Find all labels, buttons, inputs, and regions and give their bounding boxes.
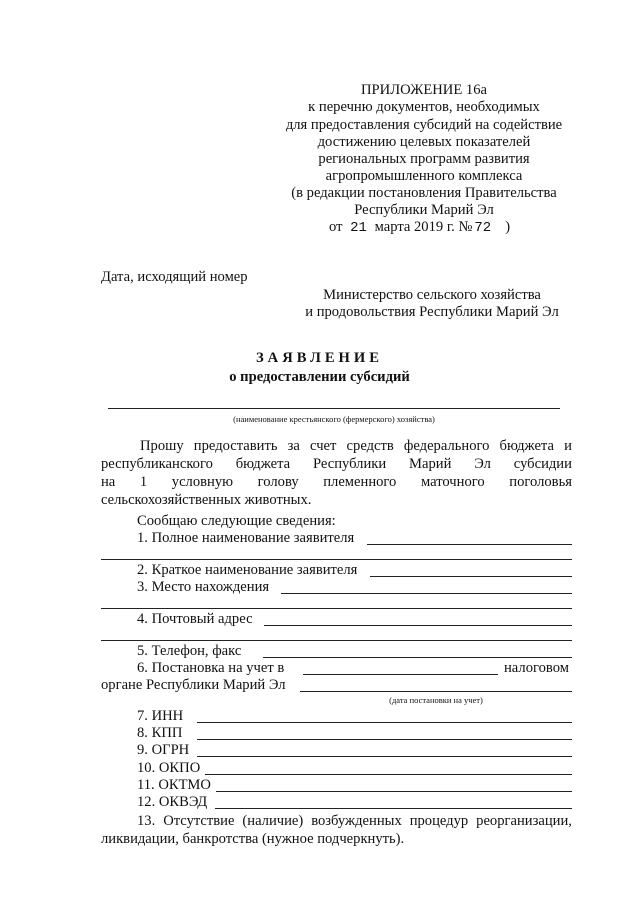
appendix-line: к перечню документов, необходимых: [308, 99, 540, 115]
word: предоставить: [193, 438, 278, 454]
field-2-label: 2. Краткое наименование заявителя: [137, 562, 358, 578]
date-number: 72: [474, 220, 492, 236]
field-7-input[interactable]: [197, 722, 572, 723]
word: республиканского: [101, 456, 213, 472]
field-3-input[interactable]: [281, 593, 572, 594]
word: племенного: [323, 474, 397, 490]
word: 1: [139, 474, 148, 490]
field-13-line-1: [137, 813, 572, 830]
field-1-input[interactable]: [367, 544, 572, 545]
appendix-line: Республики Марий Эл: [354, 202, 494, 218]
farm-name-caption: (наименование крестьянского (фермерского) хозяйства): [233, 414, 435, 424]
field-9-input[interactable]: [197, 756, 572, 757]
field-11-label: 11. ОКТМО: [137, 777, 211, 793]
document-heading: ЗАЯВЛЕНИЕ: [255, 350, 383, 366]
field-6-label-cont: органе Республики Марий Эл: [101, 677, 286, 693]
field-8-input[interactable]: [197, 739, 572, 740]
field-13-line-2: ликвидации, банкротства (нужное подчеркнуть).: [101, 831, 405, 847]
word: Марий: [409, 456, 452, 472]
field-1-input-cont[interactable]: [101, 559, 572, 560]
word: бюджета: [499, 438, 554, 454]
word: Республики: [312, 456, 387, 472]
word: Прошу: [140, 438, 184, 454]
field-9-label: 9. ОГРН: [137, 742, 190, 758]
field-11-input[interactable]: [216, 791, 572, 792]
word: за: [287, 438, 300, 454]
word: бюджета: [235, 456, 291, 472]
field-7-label: 7. ИНН: [137, 708, 184, 724]
word: возбужденных: [311, 813, 402, 829]
field-6-input[interactable]: [303, 674, 498, 675]
info-intro: Сообщаю следующие сведения:: [137, 513, 336, 529]
word: средств: [346, 438, 394, 454]
field-12-label: 12. ОКВЭД: [137, 794, 208, 810]
word: реорганизации,: [476, 813, 572, 829]
date-outgoing-label: Дата, исходящий номер: [101, 269, 248, 285]
date-suffix: ): [505, 219, 511, 235]
word: и: [564, 438, 572, 454]
field-8-label: 8. КПП: [137, 725, 183, 741]
field-10-input[interactable]: [205, 774, 572, 775]
word: Отсутствие: [163, 813, 235, 829]
word: субсидии: [513, 456, 572, 472]
field-4-input-cont[interactable]: [101, 640, 572, 641]
word: голову: [257, 474, 299, 490]
field-5-label: 5. Телефон, факс: [137, 643, 242, 659]
date-month-year: марта 2019 г. №: [374, 219, 473, 235]
field-4-label: 4. Почтовый адрес: [137, 611, 253, 627]
appendix-line: агропромышленного комплекса: [325, 168, 523, 184]
request-line-3: [101, 474, 572, 491]
field-6-label-tail: налоговом: [504, 660, 569, 676]
field-6-date-input[interactable]: [300, 691, 572, 692]
field-10-label: 10. ОКПО: [137, 760, 201, 776]
field-12-input[interactable]: [215, 808, 572, 809]
word: (наличие): [242, 813, 304, 829]
word: федерального: [403, 438, 490, 454]
word: процедур: [409, 813, 469, 829]
request-line-1: [140, 438, 572, 455]
word: Эл: [474, 456, 491, 472]
date-prefix: от: [329, 219, 343, 235]
field-6-label: 6. Постановка на учет в: [137, 660, 285, 676]
word: 13.: [137, 813, 156, 829]
request-line-4: сельскохозяйственных животных.: [101, 492, 312, 508]
field-3-label: 3. Место нахождения: [137, 579, 270, 595]
field-3-input-cont[interactable]: [101, 608, 572, 609]
appendix-line: региональных программ развития: [318, 151, 530, 167]
date-day: 21: [350, 220, 367, 236]
word: поголовья: [509, 474, 572, 490]
field-6-caption: (дата постановки на учет): [389, 695, 483, 705]
appendix-title: ПРИЛОЖЕНИЕ 16а: [361, 82, 487, 98]
addressee-line: Министерство сельского хозяйства: [323, 287, 541, 303]
field-2-input[interactable]: [370, 576, 572, 577]
word: маточного: [420, 474, 485, 490]
appendix-date: [329, 219, 510, 237]
appendix-line: (в редакции постановления Правительства: [291, 185, 557, 201]
word: условную: [171, 474, 234, 490]
field-1-label: 1. Полное наименование заявителя: [137, 530, 355, 546]
field-5-input[interactable]: [263, 657, 572, 658]
appendix-line: достижению целевых показателей: [317, 134, 531, 150]
field-4-input[interactable]: [264, 625, 572, 626]
request-line-2: [101, 456, 572, 473]
appendix-line: для предоставления субсидий на содействие: [285, 117, 563, 133]
document-subheading: о предоставлении субсидий: [229, 369, 410, 385]
word: на: [101, 474, 116, 490]
addressee-line: и продовольствия Республики Марий Эл: [305, 304, 559, 320]
farm-name-line[interactable]: [108, 408, 560, 409]
word: счет: [310, 438, 337, 454]
